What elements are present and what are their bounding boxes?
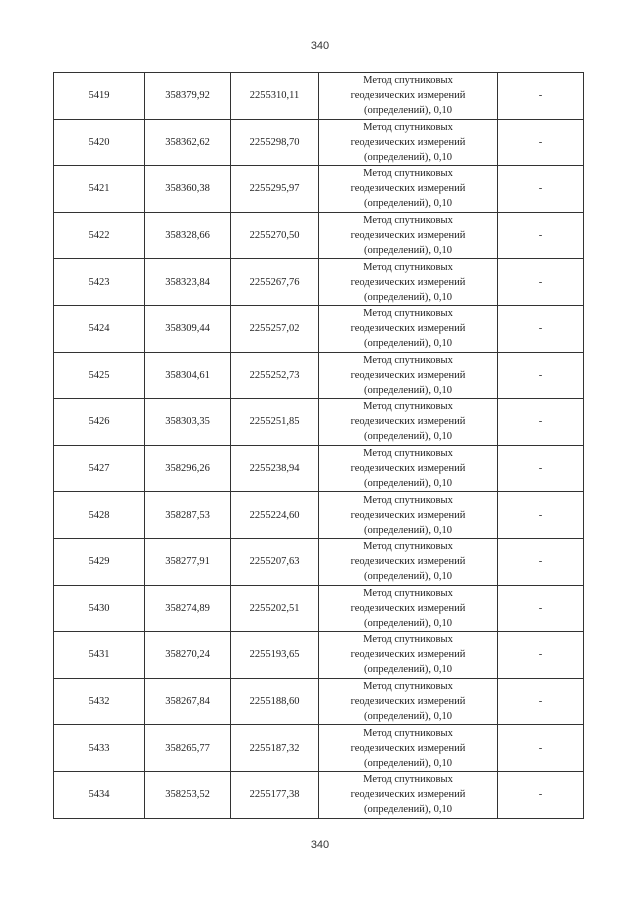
note-cell: - xyxy=(498,399,584,446)
x-coordinate-cell: 358362,62 xyxy=(145,119,231,166)
point-number-cell: 5421 xyxy=(54,166,145,213)
method-cell xyxy=(319,352,498,399)
y-coordinate-cell: 2255207,63 xyxy=(231,538,319,585)
x-coordinate-cell: 358253,52 xyxy=(145,771,231,818)
page-number-bottom: 340 xyxy=(310,839,330,851)
table-row xyxy=(54,585,584,632)
x-coordinate-cell: 358304,61 xyxy=(145,352,231,399)
y-coordinate-cell: 2255270,50 xyxy=(231,212,319,259)
method-cell xyxy=(319,678,498,725)
method-text-line3: (определений), 0,10 xyxy=(363,291,453,303)
note-cell: - xyxy=(498,771,584,818)
point-number-cell: 5434 xyxy=(54,771,145,818)
method-text-line2: геодезических измерений xyxy=(350,183,466,195)
method-text-line1: Метод спутниковых xyxy=(363,215,453,227)
y-coordinate-cell: 2255267,76 xyxy=(231,259,319,306)
method-text-line2: геодезических измерений xyxy=(350,369,466,381)
table-row xyxy=(54,399,584,446)
table-row xyxy=(54,166,584,213)
method-text-line3: (определений), 0,10 xyxy=(363,384,453,396)
method-cell xyxy=(319,73,498,120)
point-number-cell: 5426 xyxy=(54,399,145,446)
point-number-cell: 5423 xyxy=(54,259,145,306)
method-cell xyxy=(319,538,498,585)
method-text-line2: геодезических измерений xyxy=(350,696,466,708)
table-row xyxy=(54,771,584,818)
table-row xyxy=(54,632,584,679)
y-coordinate-cell: 2255295,97 xyxy=(231,166,319,213)
table-row xyxy=(54,678,584,725)
y-coordinate-cell: 2255251,85 xyxy=(231,399,319,446)
method-text-line1: Метод спутниковых xyxy=(363,401,453,413)
method-text-line2: геодезических измерений xyxy=(350,463,466,475)
point-number-cell: 5422 xyxy=(54,212,145,259)
table-row xyxy=(54,259,584,306)
method-text-line1: Метод спутниковых xyxy=(363,541,453,553)
method-text-line1: Метод спутниковых xyxy=(363,75,453,87)
note-cell: - xyxy=(498,725,584,772)
note-cell: - xyxy=(498,632,584,679)
x-coordinate-cell: 358277,91 xyxy=(145,538,231,585)
y-coordinate-cell: 2255238,94 xyxy=(231,445,319,492)
method-cell xyxy=(319,166,498,213)
method-text-line1: Метод спутниковых xyxy=(363,121,453,133)
method-text-line2: геодезических измерений xyxy=(350,323,466,335)
note-cell: - xyxy=(498,259,584,306)
method-text-line2: геодезических измерений xyxy=(350,416,466,428)
table-row xyxy=(54,492,584,539)
x-coordinate-cell: 358270,24 xyxy=(145,632,231,679)
table-row xyxy=(54,538,584,585)
method-text-line2: геодезических измерений xyxy=(350,742,466,754)
method-text-line3: (определений), 0,10 xyxy=(363,617,453,629)
x-coordinate-cell: 358323,84 xyxy=(145,259,231,306)
point-number-cell: 5433 xyxy=(54,725,145,772)
x-coordinate-cell: 358360,38 xyxy=(145,166,231,213)
method-text-line1: Метод спутниковых xyxy=(363,727,453,739)
method-text-line1: Метод спутниковых xyxy=(363,354,453,366)
y-coordinate-cell: 2255177,38 xyxy=(231,771,319,818)
point-number-cell: 5425 xyxy=(54,352,145,399)
method-cell xyxy=(319,259,498,306)
method-cell xyxy=(319,119,498,166)
note-cell: - xyxy=(498,352,584,399)
point-number-cell: 5427 xyxy=(54,445,145,492)
method-text-line2: геодезических измерений xyxy=(350,230,466,242)
table-row xyxy=(54,305,584,352)
method-text-line3: (определений), 0,10 xyxy=(363,664,453,676)
method-text-line2: геодезических измерений xyxy=(350,649,466,661)
table-row xyxy=(54,73,584,120)
method-text-line3: (определений), 0,10 xyxy=(363,757,453,769)
method-text-line3: (определений), 0,10 xyxy=(363,431,453,443)
note-cell: - xyxy=(498,73,584,120)
method-text-line2: геодезических измерений xyxy=(350,789,466,801)
note-cell: - xyxy=(498,678,584,725)
method-cell xyxy=(319,305,498,352)
method-cell xyxy=(319,212,498,259)
method-text-line3: (определений), 0,10 xyxy=(363,245,453,257)
point-number-cell: 5424 xyxy=(54,305,145,352)
method-text-line2: геодезических измерений xyxy=(350,90,466,102)
method-text-line2: геодезических измерений xyxy=(350,276,466,288)
coordinates-table xyxy=(53,72,584,819)
method-text-line1: Метод спутниковых xyxy=(363,168,453,180)
point-number-cell: 5428 xyxy=(54,492,145,539)
method-text-line3: (определений), 0,10 xyxy=(363,571,453,583)
x-coordinate-cell: 358309,44 xyxy=(145,305,231,352)
y-coordinate-cell: 2255187,32 xyxy=(231,725,319,772)
y-coordinate-cell: 2255298,70 xyxy=(231,119,319,166)
coordinates-table-body xyxy=(54,73,584,819)
y-coordinate-cell: 2255224,60 xyxy=(231,492,319,539)
note-cell: - xyxy=(498,305,584,352)
point-number-cell: 5429 xyxy=(54,538,145,585)
note-cell: - xyxy=(498,119,584,166)
y-coordinate-cell: 2255252,73 xyxy=(231,352,319,399)
method-text-line3: (определений), 0,10 xyxy=(363,478,453,490)
page-number-top: 340 xyxy=(310,40,330,52)
method-text-line1: Метод спутниковых xyxy=(363,448,453,460)
note-cell: - xyxy=(498,492,584,539)
y-coordinate-cell: 2255193,65 xyxy=(231,632,319,679)
table-row xyxy=(54,445,584,492)
table-row xyxy=(54,725,584,772)
method-text-line2: геодезических измерений xyxy=(350,509,466,521)
method-text-line1: Метод спутниковых xyxy=(363,634,453,646)
point-number-cell: 5431 xyxy=(54,632,145,679)
x-coordinate-cell: 358379,92 xyxy=(145,73,231,120)
method-text-line3: (определений), 0,10 xyxy=(363,711,453,723)
note-cell: - xyxy=(498,212,584,259)
y-coordinate-cell: 2255188,60 xyxy=(231,678,319,725)
x-coordinate-cell: 358328,66 xyxy=(145,212,231,259)
method-text-line3: (определений), 0,10 xyxy=(363,151,453,163)
y-coordinate-cell: 2255257,02 xyxy=(231,305,319,352)
point-number-cell: 5420 xyxy=(54,119,145,166)
x-coordinate-cell: 358267,84 xyxy=(145,678,231,725)
x-coordinate-cell: 358303,35 xyxy=(145,399,231,446)
method-text-line1: Метод спутниковых xyxy=(363,261,453,273)
method-text-line1: Метод спутниковых xyxy=(363,308,453,320)
method-cell xyxy=(319,632,498,679)
method-cell xyxy=(319,492,498,539)
y-coordinate-cell: 2255310,11 xyxy=(231,73,319,120)
method-text-line1: Метод спутниковых xyxy=(363,494,453,506)
method-text-line1: Метод спутниковых xyxy=(363,587,453,599)
method-cell xyxy=(319,445,498,492)
table-row xyxy=(54,352,584,399)
y-coordinate-cell: 2255202,51 xyxy=(231,585,319,632)
method-cell xyxy=(319,399,498,446)
x-coordinate-cell: 358265,77 xyxy=(145,725,231,772)
method-text-line3: (определений), 0,10 xyxy=(363,804,453,816)
x-coordinate-cell: 358296,26 xyxy=(145,445,231,492)
method-text-line1: Метод спутниковых xyxy=(363,681,453,693)
method-cell xyxy=(319,585,498,632)
note-cell: - xyxy=(498,585,584,632)
method-text-line1: Метод спутниковых xyxy=(363,774,453,786)
point-number-cell: 5430 xyxy=(54,585,145,632)
method-text-line3: (определений), 0,10 xyxy=(363,524,453,536)
point-number-cell: 5432 xyxy=(54,678,145,725)
x-coordinate-cell: 358287,53 xyxy=(145,492,231,539)
method-text-line3: (определений), 0,10 xyxy=(363,105,453,117)
method-cell xyxy=(319,725,498,772)
point-number-cell: 5419 xyxy=(54,73,145,120)
note-cell: - xyxy=(498,445,584,492)
table-row xyxy=(54,119,584,166)
method-text-line2: геодезических измерений xyxy=(350,556,466,568)
method-text-line2: геодезических измерений xyxy=(350,136,466,148)
x-coordinate-cell: 358274,89 xyxy=(145,585,231,632)
method-cell xyxy=(319,771,498,818)
method-text-line3: (определений), 0,10 xyxy=(363,338,453,350)
note-cell: - xyxy=(498,166,584,213)
method-text-line2: геодезических измерений xyxy=(350,602,466,614)
table-row xyxy=(54,212,584,259)
method-text-line3: (определений), 0,10 xyxy=(363,198,453,210)
note-cell: - xyxy=(498,538,584,585)
